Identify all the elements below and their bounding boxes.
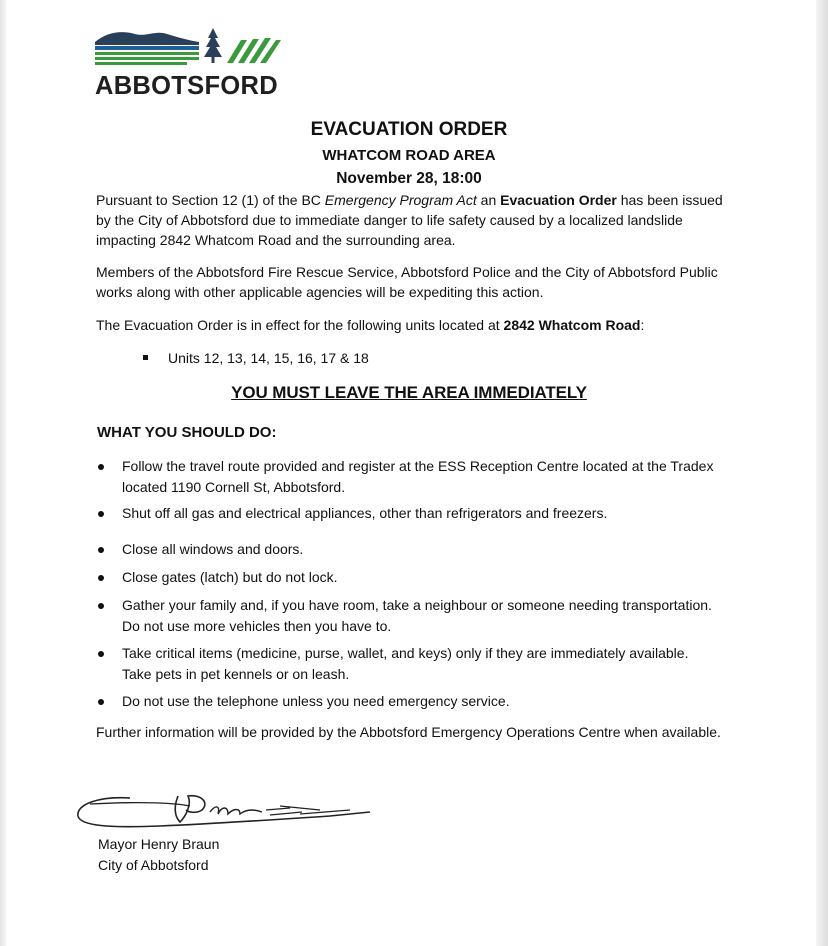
logo-wordmark: ABBOTSFORD	[95, 72, 278, 100]
list-item-text: Close gates (latch) but do not lock.	[122, 569, 338, 585]
page-title: EVACUATION ORDER	[310, 119, 508, 140]
list-item	[96, 567, 716, 588]
list-item-text: Do not use the telephone unless you need emergency service.	[122, 693, 510, 709]
list-item	[96, 503, 716, 524]
act-name: Emergency Program Act	[324, 192, 477, 208]
bullet-icon	[98, 699, 104, 705]
page-edge-right	[816, 0, 828, 946]
bullet-icon	[98, 464, 104, 470]
list-item	[96, 456, 716, 498]
list-item-text: Gather your family and, if you have room, take a neighbour or someone needing transportation. Do not use more vehicles then you have to.	[122, 597, 712, 634]
bullet-icon	[98, 575, 104, 581]
address: 2842 Whatcom Road	[503, 317, 641, 333]
page-edge-left	[0, 0, 6, 946]
units-intro-paragraph	[96, 315, 736, 335]
agencies-paragraph: Members of the Abbotsford Fire Rescue Service, Abbotsford Police and the City of Abbotsford Public works along with other applicable agencies will be expediting this action.	[96, 264, 718, 300]
list-item	[96, 643, 716, 685]
signature-image	[70, 782, 380, 842]
abbotsford-logo	[95, 26, 285, 101]
bullet-icon	[98, 547, 104, 553]
list-item	[96, 691, 716, 712]
order-name: Evacuation Order	[500, 192, 617, 208]
units-intro-colon: :	[640, 317, 645, 333]
units-intro-text: The Evacuation Order is in effect for the following units located at	[96, 317, 504, 333]
list-item-text: Follow the travel route provided and register at the ESS Reception Centre located at the Tradex located 1190 Cornell St, Abbotsford.	[122, 458, 714, 495]
must-leave-notice: YOU MUST LEAVE THE AREA IMMEDIATELY	[231, 383, 587, 402]
intro-text-c: has been issued by the City of Abbotsford due to immediate danger to life safety caused by a localized landslide impacting 2842 Whatcom Road and the surrounding area.	[96, 192, 723, 248]
bullet-icon	[98, 603, 104, 609]
list-item	[96, 539, 716, 560]
order-datetime: November 28, 18:00	[336, 170, 482, 187]
intro-text-a: Pursuant to Section 12 (1) of the BC	[96, 192, 325, 208]
list-item	[96, 595, 716, 637]
bullet-icon	[98, 651, 104, 657]
signatory-org: City of Abbotsford	[98, 857, 209, 873]
logo-mountains-icon	[95, 26, 285, 72]
list-item-text: Take critical items (medicine, purse, wallet, and keys) only if they are immediately available. Take pets in pet kennels or on leash.	[122, 645, 689, 682]
unit-list-item	[146, 348, 369, 368]
square-bullet-icon	[143, 355, 148, 360]
intro-text-b: an	[476, 192, 501, 208]
intro-paragraph	[96, 190, 736, 250]
area-subtitle: WHATCOM ROAD AREA	[322, 147, 496, 164]
what-to-do-heading: WHAT YOU SHOULD DO:	[97, 424, 277, 441]
signatory-name: Mayor Henry Braun	[98, 836, 220, 852]
list-item-text: Close all windows and doors.	[122, 541, 304, 557]
list-item-text: Shut off all gas and electrical appliances, other than refrigerators and freezers.	[122, 505, 608, 521]
further-info-paragraph: Further information will be provided by the Abbotsford Emergency Operations Centre when available.	[96, 724, 721, 740]
units-text: Units 12, 13, 14, 15, 16, 17 & 18	[168, 350, 369, 366]
bullet-icon	[98, 511, 104, 517]
